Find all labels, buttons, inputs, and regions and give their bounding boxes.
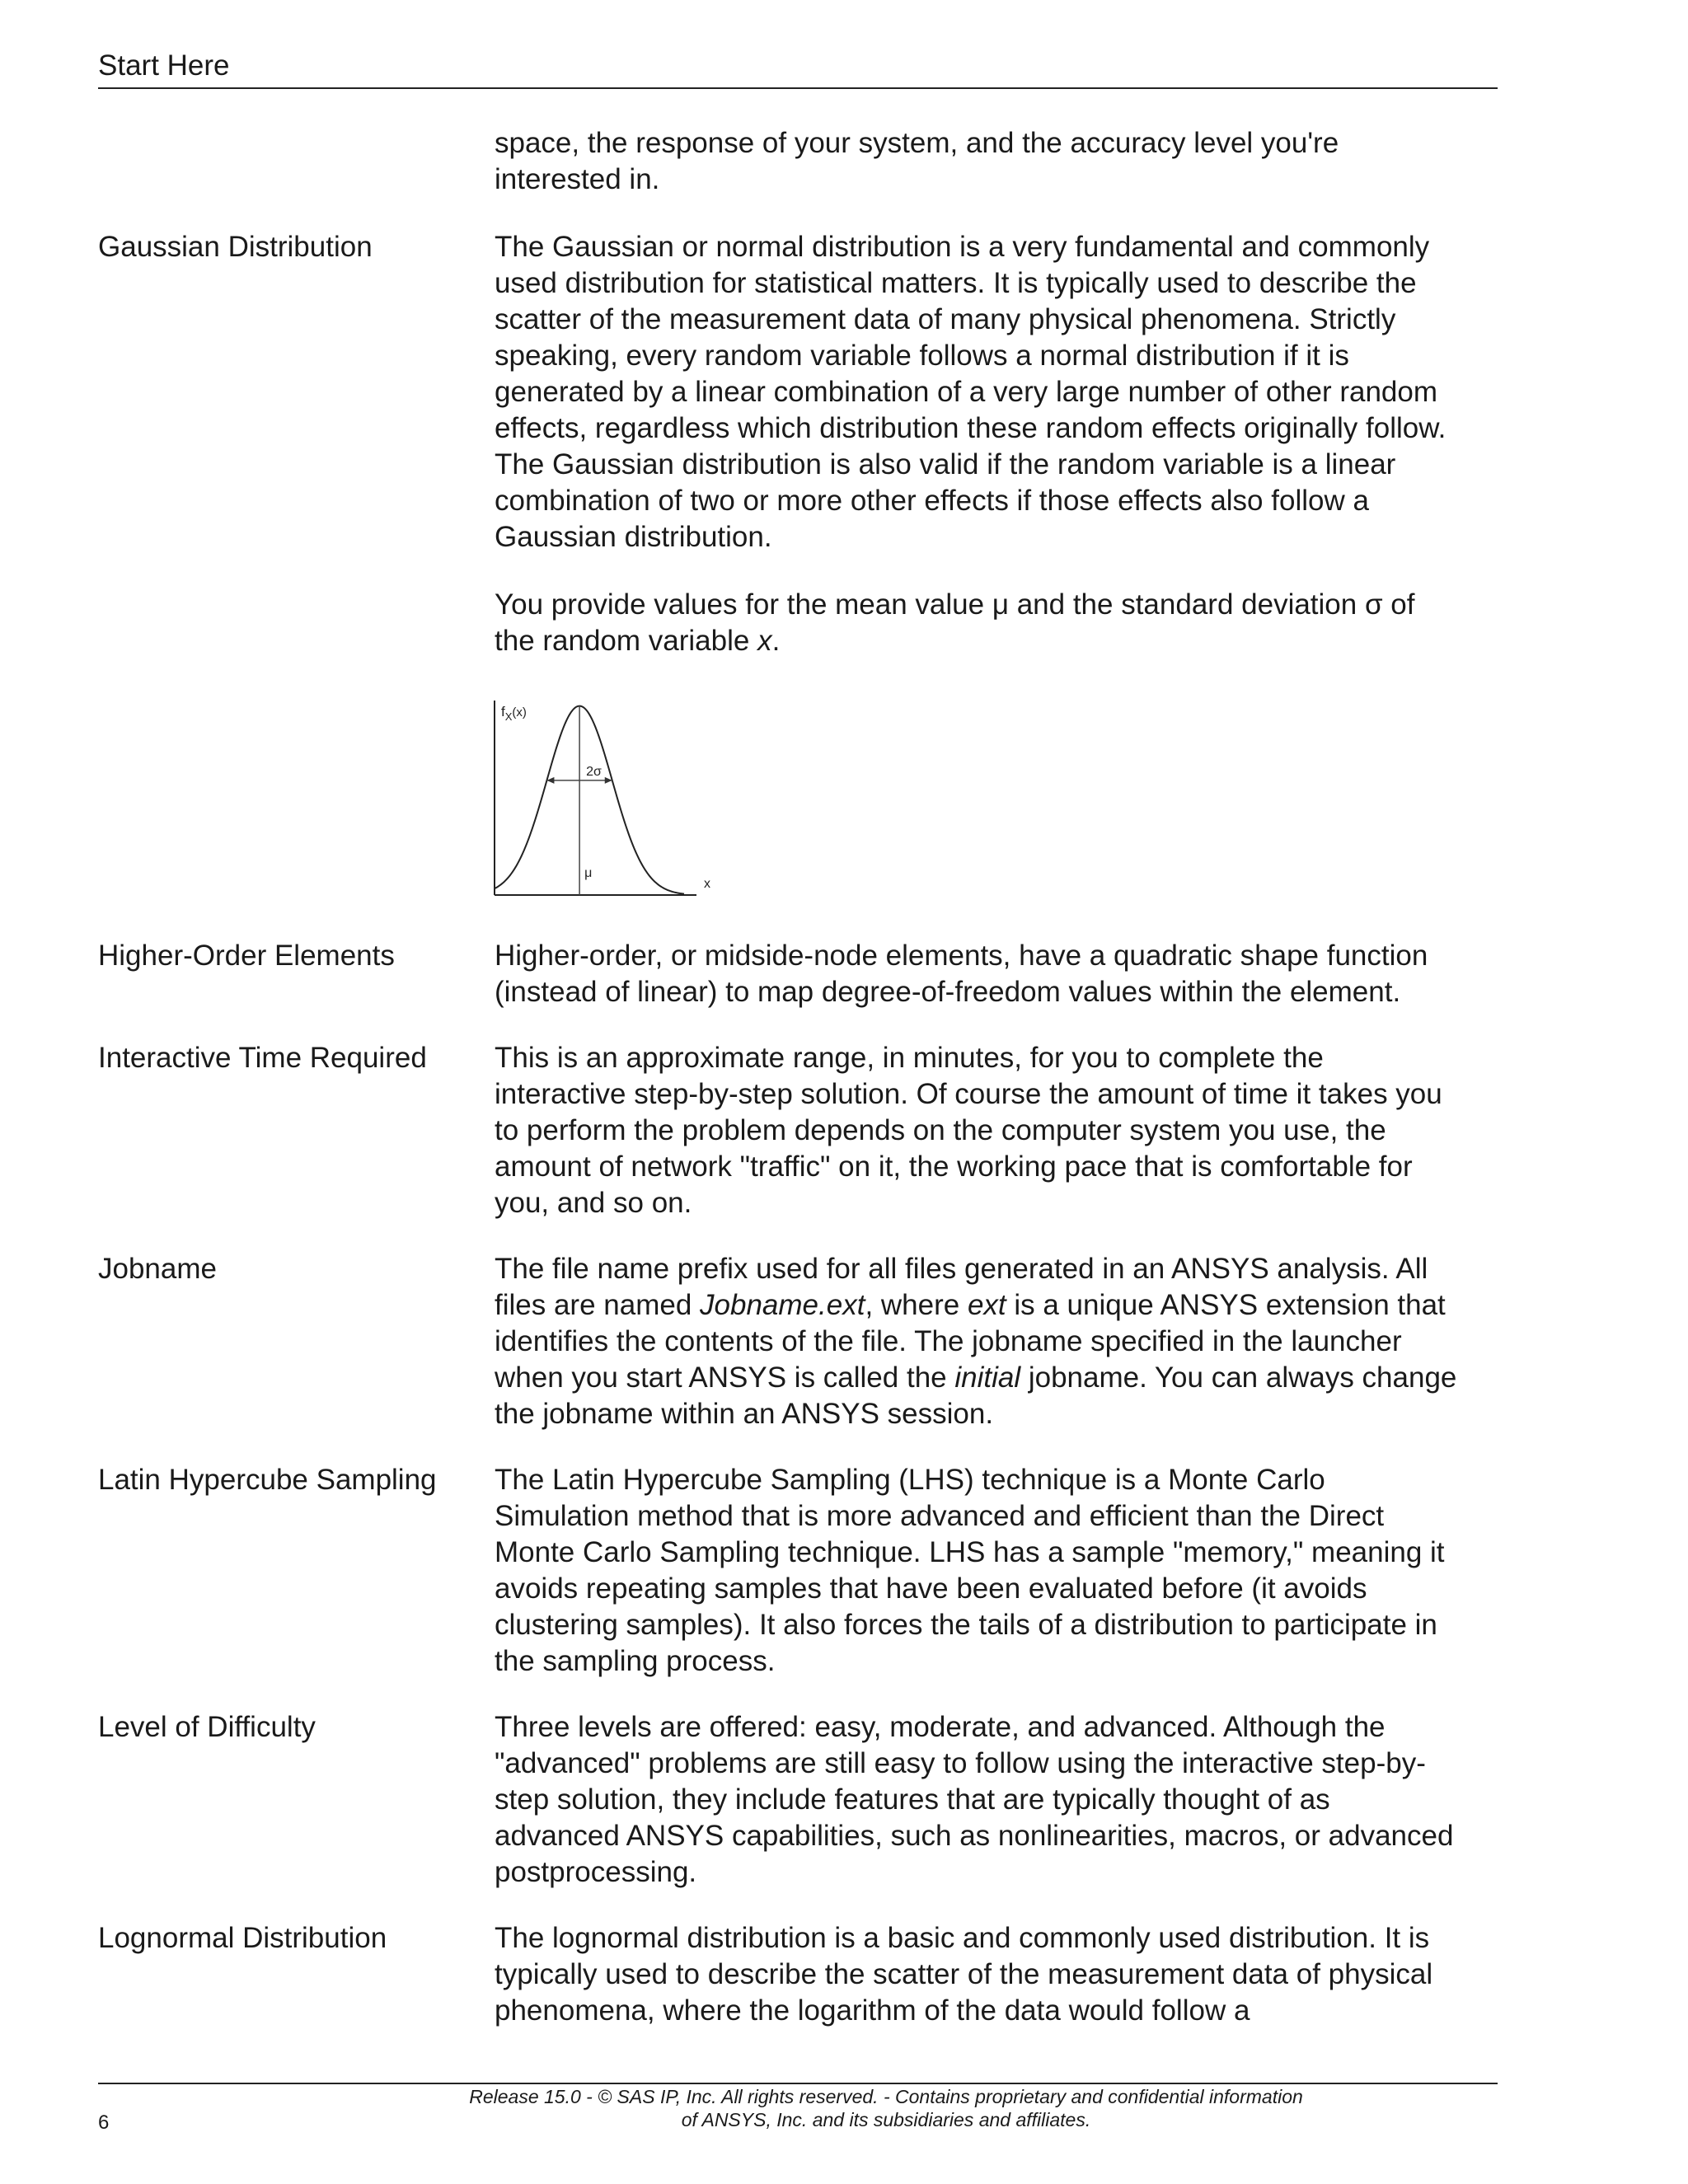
running-header: Start Here — [98, 49, 230, 82]
definition-interactive-time: This is an approximate range, in minutes, for you to complete the interactive step-by-step solution. Of course the amount of time it takes you to perform the problem depends on the computer system you use, the amount of network "traffic" on it, the working pace that is comfortable for you, and so on. — [495, 1042, 1442, 1219]
y-axis-label: $f_X(x)$ — [501, 704, 527, 723]
gaussian-p2-text: You provide values for the mean value μ and the standard deviation σ of the random variable — [495, 588, 1415, 657]
intro-text: space, the response of your system, and the accuracy level you're interested in. — [495, 127, 1339, 195]
page-number: 6 — [98, 2111, 110, 2134]
term-lognormal: Lognormal Distribution — [98, 1922, 387, 1954]
header-rule — [98, 87, 1498, 89]
term-lhs: Latin Hypercube Sampling — [98, 1464, 437, 1496]
footer-copyright — [288, 2085, 1484, 2131]
term-higher-order: Higher-Order Elements — [98, 940, 395, 972]
definition-lhs: The Latin Hypercube Sampling (LHS) technique is a Monte Carlo Simulation method that is more advanced and efficient than the Direct Monte Carlo Sampling technique. LHS has a sample "memory," meaning it avoids repeating samples that have been evaluated before (it avoids clustering samples). It also forces the tails of a distribution to participate in the sampling process. — [495, 1464, 1445, 1677]
gaussian-p2-variable: x — [757, 625, 772, 657]
jobname-italic-1: Jobname.ext — [700, 1289, 865, 1321]
normal-distribution-chart — [486, 692, 725, 907]
footer-line-1: Release 15.0 - © SAS IP, Inc. All rights reserved. - Contains proprietary and confidential information — [469, 2086, 1303, 2107]
term-difficulty: Level of Difficulty — [98, 1711, 316, 1743]
jobname-text-1: The file name prefix used for all files generated in an ANSYS analysis. All files are named — [495, 1253, 1428, 1321]
jobname-text-2: , where — [865, 1289, 968, 1321]
jobname-text-3: is a unique ANSYS extension that identifies the contents of the file. The jobname specified in the launcher when you start ANSYS is called the — [495, 1289, 1446, 1394]
footer-line-2: of ANSYS, Inc. and its subsidiaries and affiliates. — [681, 2109, 1091, 2130]
jobname-italic-3: initial — [954, 1361, 1021, 1394]
term-jobname: Jobname — [98, 1253, 217, 1285]
term-interactive-time: Interactive Time Required — [98, 1042, 427, 1074]
gaussian-paragraph-2 — [495, 587, 1459, 659]
mean-label: μ — [584, 866, 593, 880]
definition-jobname — [495, 1251, 1459, 1432]
definition-gaussian — [495, 229, 1459, 659]
term-gaussian: Gaussian Distribution — [98, 231, 373, 263]
definition-lognormal: The lognormal distribution is a basic and commonly used distribution. It is typically used to describe the scatter of the measurement data of physical phenomena, where the logarithm of the data would follow a — [495, 1922, 1433, 2027]
x-axis-label: x — [704, 877, 710, 891]
definition-difficulty: Three levels are offered: easy, moderate, and advanced. Although the "advanced" problems are still easy to follow using the interactive step-by-step solution, they include features that are typically thought of as advanced ANSYS capabilities, such as nonlinearities, macros, or advanced postprocessing. — [495, 1711, 1454, 1888]
footer-rule — [98, 2083, 1498, 2084]
gaussian-p2-end: . — [771, 625, 781, 657]
width-label: 2σ — [586, 764, 602, 779]
jobname-text-4: jobname. You can always change the jobname within an ANSYS session. — [495, 1361, 1457, 1430]
gaussian-paragraph-1: The Gaussian or normal distribution is a very fundamental and commonly used distribution for statistical matters. It is typically used to describe the scatter of the measurement data of many physical phenomena. Strictly speaking, every random variable follows a normal distribution if it is generated by a linear combination of a very large number of other random effects, regardless which distribution these random effects originally follow. The Gaussian distribution is also valid if the random variable is a linear combination of two or more other effects if those effects also follow a Gaussian distribution. — [495, 231, 1447, 553]
chart-svg — [486, 692, 725, 907]
jobname-italic-2: ext — [967, 1289, 1006, 1321]
definition-higher-order: Higher-order, or midside-node elements, have a quadratic shape function (instead of linear) to map degree-of-freedom values within the element. — [495, 940, 1428, 1008]
